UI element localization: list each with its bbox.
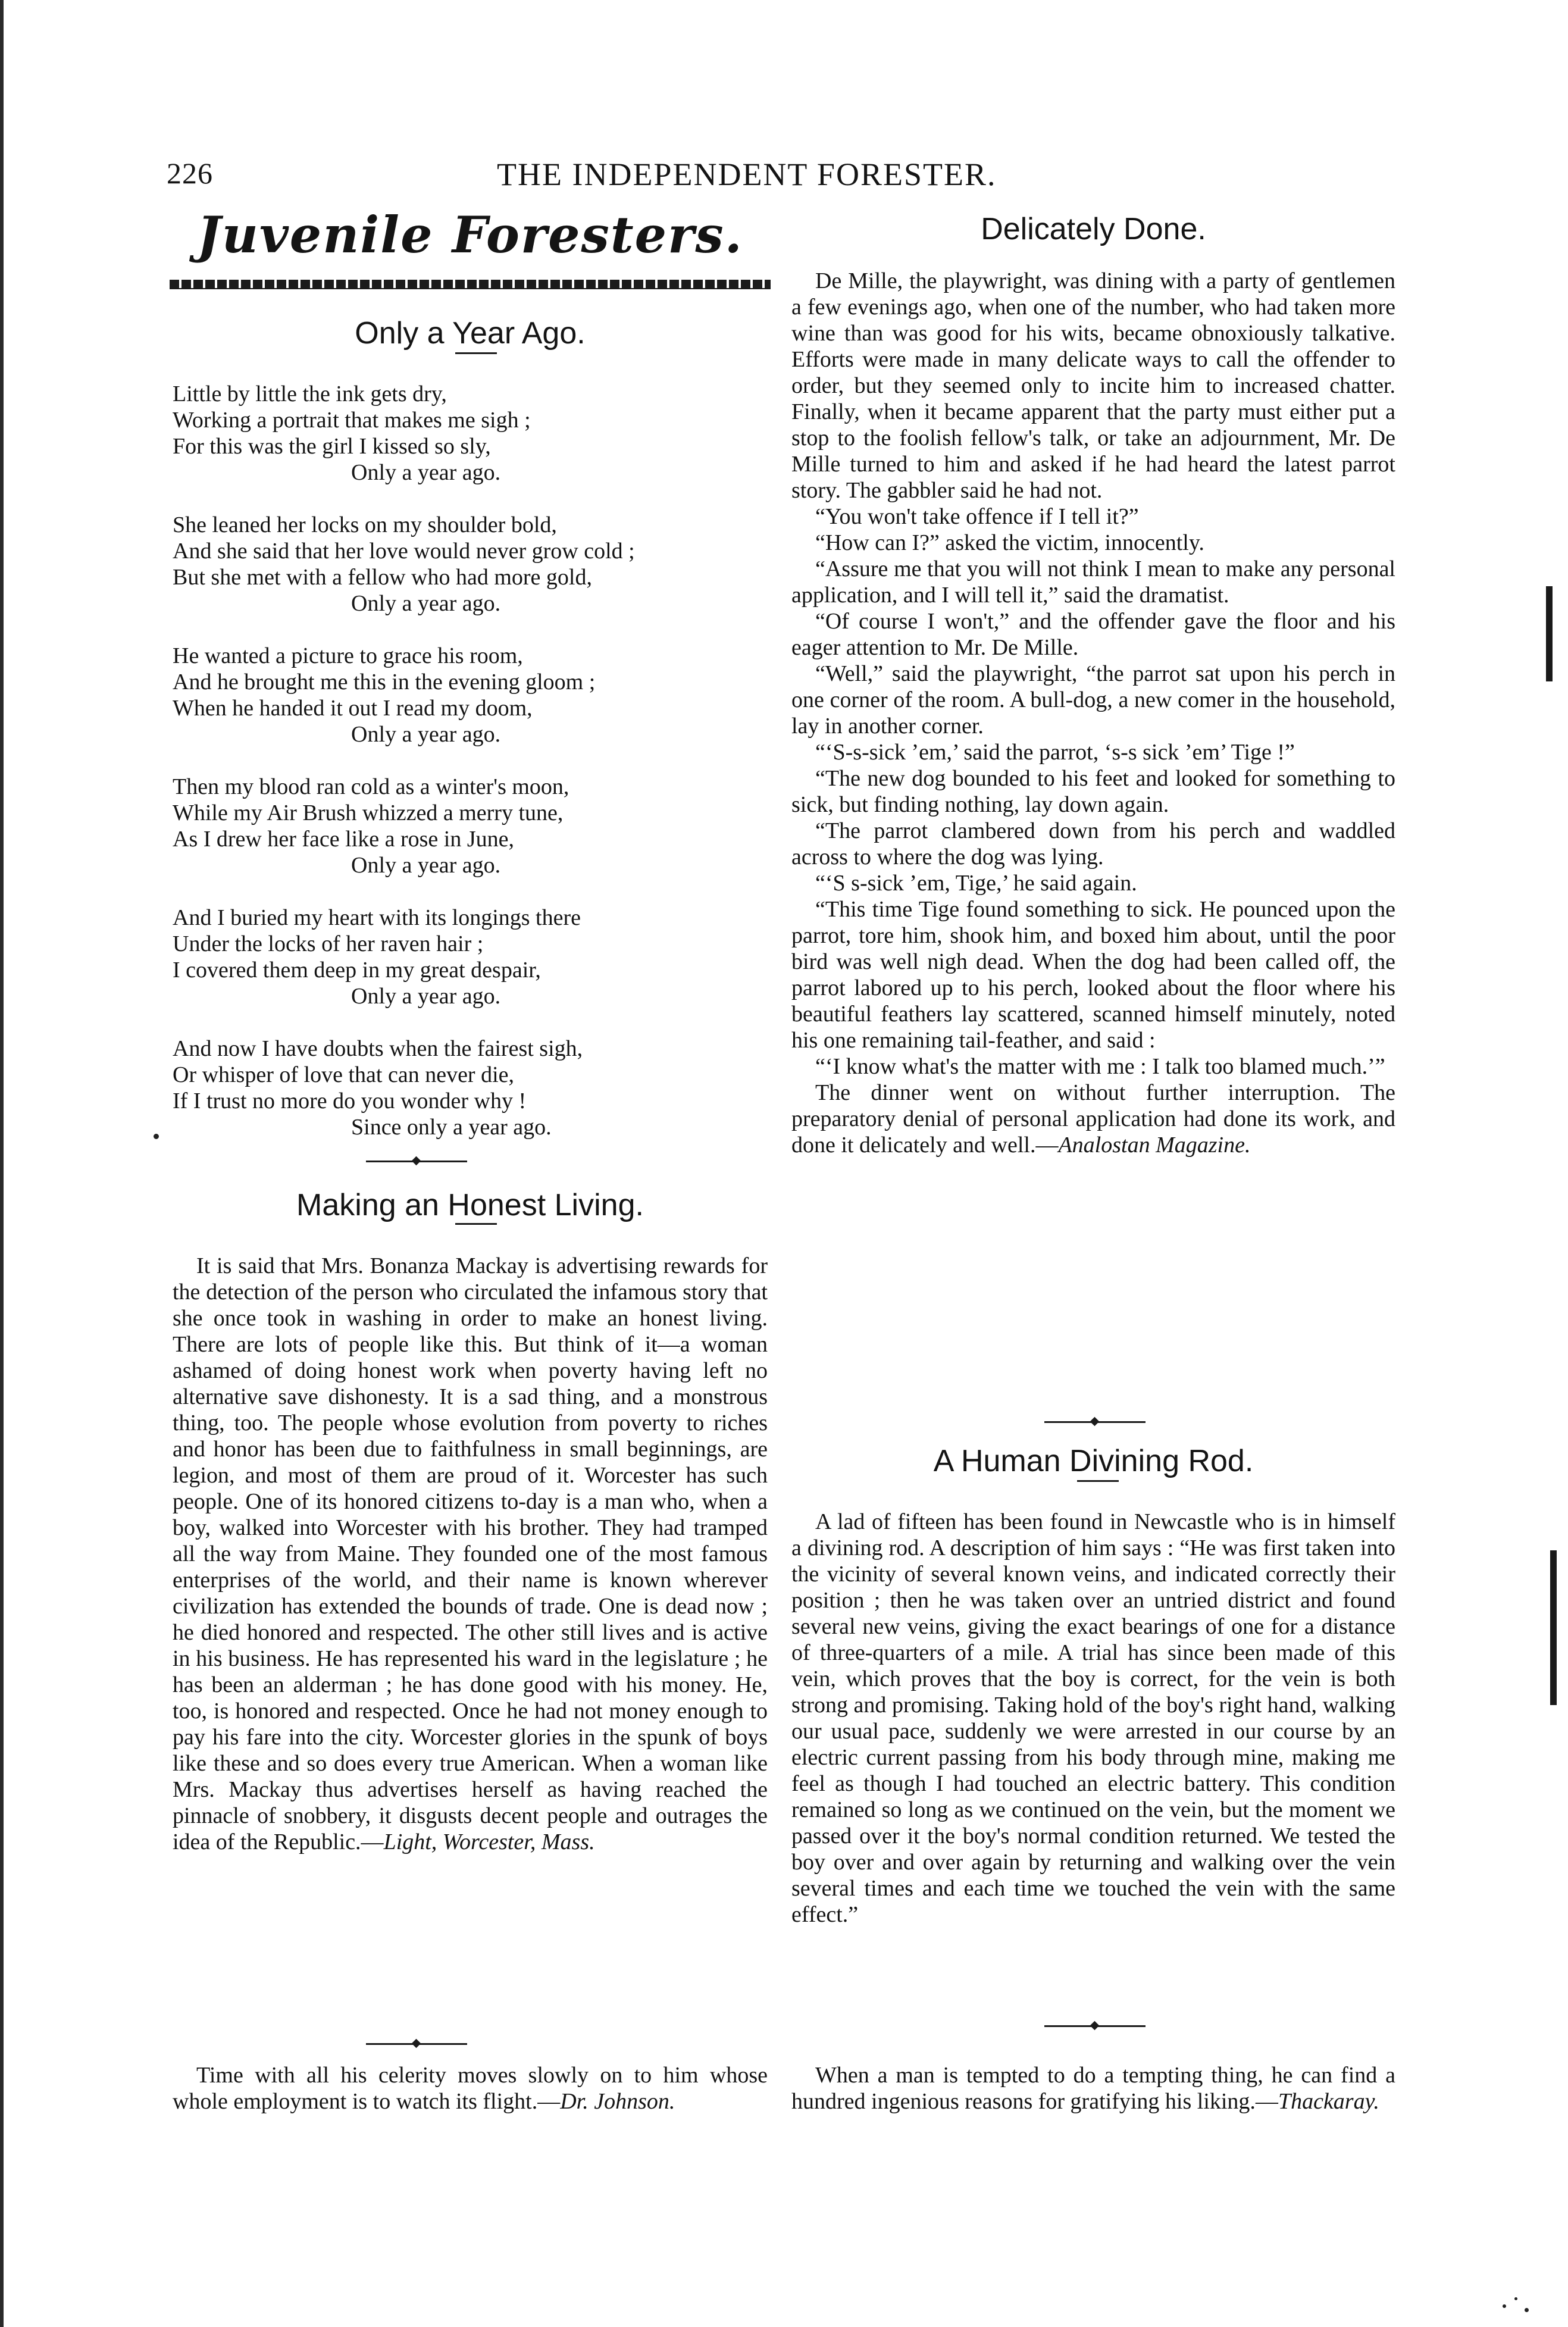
story-paragraph-text: “The parrot clambered down from his perch and waddled across to where the dog was lying. [791,818,1395,870]
story-paragraph-text: “You won't take offence if I tell it?” [815,504,1139,529]
story-paragraph-text: “Of course I won't,” and the offender gave the floor and his eager attention to Mr. De Mille. [791,609,1395,660]
story-paragraph [791,608,1395,661]
story-paragraph [791,661,1395,739]
story-paragraph [791,765,1395,818]
poem-line: If I trust no more do you wonder why ! [173,1089,527,1114]
poem-line: He wanted a picture to grace his room, [173,643,523,668]
story-paragraph [791,1080,1395,1158]
poem-line: But she met with a fellow who had more gold, [173,565,592,590]
poem-line: When he handed it out I read my doom, [173,696,533,721]
poem-line: Under the locks of her raven hair ; [173,931,484,956]
poem-line: While my Air Brush whizzed a merry tune, [173,800,564,825]
story-paragraph [791,503,1395,530]
story-paragraph-text: “This time Tige found something to sick. He pounced upon the parrot, tore him, shook him, and boxed him about, until the poor bird was well nigh dead. When the dog had been called off, the parrot labored up to his perch, looked about the floor where his beautiful feathers lay scattered, scanned himself minutely, noted his one remaining tail-feather, and said : [791,897,1395,1053]
page-edge-rule [0,0,4,2327]
story-paragraph-text: “Well,” said the playwright, “the parrot sat upon his perch in one corner of the room. A bull-dog, a new comer in the household, lay in another corner. [791,661,1395,739]
quote-text: When a man is tempted to do a tempting thing, he can find a hundred ingenious reasons for gratifying his liking.— [791,2063,1395,2114]
story-paragraph [791,870,1395,896]
story-paragraph [791,739,1395,765]
poem-line: And now I have doubts when the fairest sigh, [173,1036,583,1061]
story-paragraph-text: De Mille, the playwright, was dining with a party of gentlemen a few evenings ago, when one of the number, who had taken more wine than was good for his wits, became obnoxiously talkative. Efforts were made in many delicate ways to call the offender to order, but they seemed only to incite him to increased chatter. Finally, when it became apparent that the party must either put a stop to the foolish fellow's talk, or take an adjournment, Mr. De Mille turned to him and asked if he had heard the latest parrot story. The gabbler said he had not. [791,268,1395,503]
poem-title: Only a Year Ago. [355,316,586,351]
poem-line: Working a portrait that makes me sigh ; [173,408,531,433]
margin-bar-mark [1546,586,1553,681]
poem-stanza [173,774,780,878]
story-paragraph [791,1053,1395,1080]
quote-credit: Dr. Johnson. [560,2089,675,2114]
story-paragraph-text: “How can I?” asked the victim, innocently. [815,530,1204,555]
margin-bar-mark [1550,1550,1557,1705]
poem-refrain: Since only a year ago. [351,1115,552,1140]
poem-line: Or whisper of love that can never die, [173,1062,515,1087]
poem-stanza [173,905,780,1009]
poem-line: She leaned her locks on my shoulder bold, [173,512,557,537]
article-body [173,1253,768,1855]
story-paragraph [791,556,1395,608]
story-paragraph-text: “‘I know what's the matter with me : I talk too blamed much.’” [815,1054,1385,1079]
poem-stanza [173,381,780,486]
page-number: 226 [167,157,213,190]
poem-line: I covered them deep in my great despair, [173,958,541,983]
running-title: THE INDEPENDENT FORESTER. [497,157,997,192]
article-credit: Light, Worcester, Mass. [383,1829,595,1854]
quote-block [173,2062,768,2115]
article-text: A lad of fifteen has been found in Newcastle who is in himself a divining rod. A description of him says : “He was first taken into the vicinity of several known veins, and indicated correctly their position ; then he was taken over an untried district and found several new veins, giving the exact bearings of one for a distance of three-quarters of a mile. A trial has since been made of this vein, which proves that the boy is correct, for the vein is both strong and promising. Taking hold of the boy's right hand, walking our usual pace, suddenly we were arrested in our course by an electric current passing from his body through mine, making me feel as though I had touched an electric battery. This condition remained so long as we continued on the vein, but the moment we passed over it the boy's normal condition returned. We tested the boy over and over again by returning and walking over the vein several times and each time we touched the vein with the same effect.” [791,1509,1395,1927]
story-paragraph [791,530,1395,556]
title-rule [455,1223,497,1225]
quote-credit: Thackaray. [1278,2089,1379,2114]
poem-refrain: Only a year ago. [351,984,501,1009]
poem-line: And he brought me this in the evening gloom ; [173,670,596,695]
poem-refrain: Only a year ago. [351,591,501,616]
poem-refrain: Only a year ago. [351,853,501,878]
scan-speck [154,1134,159,1139]
section-divider [366,2043,467,2045]
story-paragraph-text: The dinner went on without further interruption. The preparatory denial of personal application had done its work, and done it delicately and well.— [791,1080,1395,1158]
title-rule [1077,1480,1119,1482]
poem-refrain: Only a year ago. [351,722,501,747]
article-title: A Human Divining Rod. [933,1444,1254,1478]
story-title: Delicately Done. [981,212,1206,246]
poem-refrain: Only a year ago. [351,460,501,485]
scan-speck [1503,2304,1506,2308]
poem-line: And I buried my heart with its longings there [173,905,581,930]
poem-stanza [173,512,780,617]
article-title: Making an Honest Living. [296,1188,644,1222]
poem-line: And she said that her love would never grow cold ; [173,539,635,564]
poem-stanza [173,1036,780,1140]
poem-line: As I drew her face like a rose in June, [173,827,514,852]
quote-text: Time with all his celerity moves slowly on to him whose whole employment is to watch its flight.— [173,2063,768,2114]
article-body [791,1509,1395,1928]
section-divider [1044,2025,1146,2027]
story-paragraph [791,268,1395,503]
story-credit: Analostan Magazine. [1058,1133,1251,1158]
story-paragraph-text: “‘S s-sick ’em, Tige,’ he said again. [815,871,1137,896]
section-divider [1044,1421,1146,1423]
poem-body [173,381,780,1166]
poem-line: For this was the girl I kissed so sly, [173,434,491,459]
story-paragraph [791,818,1395,870]
title-ornamental-rule [170,280,771,289]
story-paragraph-text: “‘S-s-sick ’em,’ said the parrot, ‘s-s sick ’em’ Tige !” [815,740,1295,765]
story-paragraph-text: “Assure me that you will not think I mean to make any personal application, and I will tell it,” said the dramatist. [791,556,1395,608]
title-rule [455,352,497,354]
article-text: It is said that Mrs. Bonanza Mackay is advertising rewards for the detection of the person who circulated the infamous story that she once took in washing in order to make an honest living. There are lots of people like this. But think of it—a woman ashamed of doing honest work when poverty having left no alternative save dishonesty. It is a sad thing, and a monstrous thing, too. The people whose evolution from poverty to riches and honor has been due to faithfulness in small beginnings, are legion, and most of them are proud of it. Worcester has such people. One of its honored citizens to-day is a man who, when a boy, walked into Worcester with his brother. They had tramped all the way from Maine. They founded one of the most famous enterprises of the world, and their name is known wherever civilization has extended the bounds of trade. One is dead now ; he died honored and respected. The other still lives and is active in his business. He has represented his ward in the legislature ; he has been an alderman ; he has done good with his money. He, too, is honored and respected. Once he had not money enough to pay his fare into the city. Worcester glories in the spunk of boys like these and so does every true American. When a woman like Mrs. Mackay thus advertises herself as having reached the pinnacle of snobbery, it disgusts decent people and outrages the idea of the Republic.— [173,1253,768,1854]
department-title: Juvenile Foresters. [197,205,743,264]
scan-speck [1514,2297,1517,2300]
poem-stanza [173,643,780,747]
poem-line: Then my blood ran cold as a winter's moon, [173,774,569,799]
story-body [791,268,1395,1158]
story-paragraph-text: “The new dog bounded to his feet and looked for something to sick, but finding nothing, lay down again. [791,766,1395,817]
quote-block [791,2062,1395,2115]
scan-speck [1525,2308,1529,2312]
story-paragraph [791,896,1395,1053]
section-divider [366,1161,467,1162]
poem-line: Little by little the ink gets dry, [173,381,447,406]
